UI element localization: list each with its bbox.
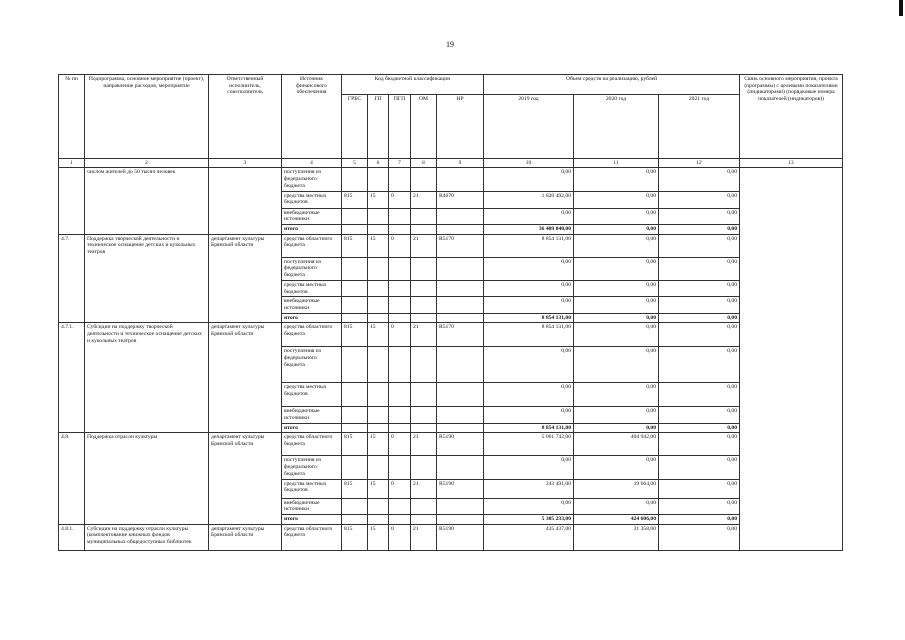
code-nr: R5190 (437, 524, 484, 550)
code-grbs: 815 (342, 191, 368, 208)
code-nr: R5190 (437, 479, 484, 498)
code-om: 21 (411, 524, 437, 550)
code-nr (437, 225, 484, 235)
code-grbs (342, 456, 368, 479)
code-nr: R4670 (437, 191, 484, 208)
code-grbs (342, 168, 368, 191)
funding-source: внебюджетные источники (282, 208, 342, 224)
amount-2019: 36 409 840,00 (484, 225, 574, 235)
code-grbs (342, 280, 368, 296)
funding-source: средства областного бюджета (282, 524, 342, 550)
header-program: Подпрограмма, основное мероприятие (проект), направление расходов, мероприятие (85, 75, 209, 159)
amount-2019: 0,00 (484, 383, 574, 407)
header-year-2021: 2021 год (659, 95, 740, 159)
code-grbs: 815 (342, 433, 368, 456)
code-pgp (389, 225, 411, 235)
amount-2020: 0,00 (574, 280, 659, 296)
funding-source: итого (282, 514, 342, 524)
funding-source: поступления из федерального бюджета (282, 168, 342, 191)
code-nr (437, 498, 484, 514)
edge-mark (899, 0, 903, 16)
amount-2019: 243 491,00 (484, 479, 574, 498)
funding-source: средства местных бюджетов (282, 479, 342, 498)
code-pgp (389, 383, 411, 407)
code-grbs (342, 498, 368, 514)
amount-2019: 0,00 (484, 280, 574, 296)
amount-2019: 8 854 131,00 (484, 313, 574, 323)
header-code-grbs: ГРБС (342, 95, 368, 159)
code-gp (368, 257, 389, 280)
funding-source: поступления из федерального бюджета (282, 257, 342, 280)
amount-2020: 0,00 (574, 313, 659, 323)
amount-2019: 1 820 492,00 (484, 191, 574, 208)
code-om (411, 514, 437, 524)
code-nr (437, 347, 484, 383)
code-om (411, 313, 437, 323)
amount-2019: 5 305 233,00 (484, 514, 574, 524)
row-number: 4.7.1. (59, 323, 85, 433)
funding-source: внебюджетные источники (282, 297, 342, 313)
amount-2019: 0,00 (484, 347, 574, 383)
activity-name: Поддержка творческой деятельности и техническое оснащение детских и кукольных театров (85, 234, 209, 323)
code-nr: R5190 (437, 433, 484, 456)
column-number: 6 (368, 159, 389, 168)
code-nr (437, 313, 484, 323)
code-om (411, 168, 437, 191)
code-pgp (389, 514, 411, 524)
code-om (411, 498, 437, 514)
amount-2020: 0,00 (574, 347, 659, 383)
amount-2021: 0,00 (659, 234, 740, 257)
code-grbs (342, 347, 368, 383)
activity-name: Субсидии на поддержку творческой деятельности и техническое оснащение детских и кукольных театров (85, 323, 209, 433)
amount-2020: 0,00 (574, 297, 659, 313)
funding-source: внебюджетные источники (282, 498, 342, 514)
funding-source: средства областного бюджета (282, 234, 342, 257)
amount-2021: 0,00 (659, 191, 740, 208)
amount-2021: 0,00 (659, 524, 740, 550)
column-number: 10 (484, 159, 574, 168)
amount-2020: 424 606,00 (574, 514, 659, 524)
column-number: 11 (574, 159, 659, 168)
funding-source: средства местных бюджетов (282, 191, 342, 208)
funding-source: итого (282, 313, 342, 323)
row-number (59, 168, 85, 234)
header-year-2019: 2019 год (484, 95, 574, 159)
amount-2019: 0,00 (484, 456, 574, 479)
column-number: 2 (85, 159, 209, 168)
amount-2020: 0,00 (574, 208, 659, 224)
code-pgp: 0 (389, 524, 411, 550)
funding-source: средства местных бюджетов (282, 280, 342, 296)
amount-2019: 0,00 (484, 498, 574, 514)
amount-2019: 0,00 (484, 257, 574, 280)
code-gp: 15 (368, 524, 389, 550)
code-grbs (342, 257, 368, 280)
code-grbs (342, 297, 368, 313)
budget-table (58, 74, 843, 551)
code-om (411, 257, 437, 280)
responsible-executor: департамент культуры Брянской области (209, 323, 282, 433)
code-gp: 15 (368, 234, 389, 257)
code-om: 21 (411, 191, 437, 208)
code-nr (437, 168, 484, 191)
code-om (411, 423, 437, 433)
code-nr (437, 280, 484, 296)
code-grbs (342, 407, 368, 423)
code-grbs (342, 313, 368, 323)
amount-2021: 0,00 (659, 280, 740, 296)
column-number: 9 (437, 159, 484, 168)
code-gp (368, 297, 389, 313)
header-code-nr: НР (437, 95, 484, 159)
code-nr (437, 456, 484, 479)
header-responsible: Ответственный исполнитель, соисполнитель (209, 75, 282, 159)
amount-2020: 0,00 (574, 168, 659, 191)
code-gp (368, 423, 389, 433)
amount-2020: 0,00 (574, 323, 659, 347)
code-gp: 15 (368, 433, 389, 456)
column-number: 13 (740, 159, 843, 168)
code-pgp (389, 168, 411, 191)
code-grbs (342, 208, 368, 224)
funding-source: внебюджетные источники (282, 407, 342, 423)
row-number: 4.8. (59, 433, 85, 524)
funding-source: итого (282, 423, 342, 433)
funding-source: средства областного бюджета (282, 323, 342, 347)
funding-source: поступления из федерального бюджета (282, 456, 342, 479)
header-budget-code: Код бюджетной классификации (342, 75, 484, 95)
amount-2021: 0,00 (659, 514, 740, 524)
amount-2021: 0,00 (659, 347, 740, 383)
code-pgp (389, 456, 411, 479)
code-pgp (389, 498, 411, 514)
code-om: 21 (411, 433, 437, 456)
amount-2020: 0,00 (574, 456, 659, 479)
code-pgp (389, 423, 411, 433)
code-pgp: 0 (389, 433, 411, 456)
header-link: Связь основного мероприятия, проекта (программы) с целевыми показателями (индикаторами) (порядковые номера показателей (индикаторов)) (740, 75, 843, 159)
amount-2020: 0,00 (574, 234, 659, 257)
column-number: 4 (282, 159, 342, 168)
amount-2019: 8 854 131,00 (484, 423, 574, 433)
amount-2021: 0,00 (659, 383, 740, 407)
amount-2020: 0,00 (574, 257, 659, 280)
code-om (411, 225, 437, 235)
code-gp (368, 383, 389, 407)
code-gp: 15 (368, 191, 389, 208)
amount-2019: 0,00 (484, 208, 574, 224)
code-grbs (342, 514, 368, 524)
header-code-pgp: ПГП (389, 95, 411, 159)
code-grbs (342, 225, 368, 235)
header-num: № пп (59, 75, 85, 159)
column-number: 12 (659, 159, 740, 168)
amount-2021: 0,00 (659, 297, 740, 313)
page-number: 19 (446, 40, 454, 49)
header-source: Источник финансового обеспечения (282, 75, 342, 159)
code-om (411, 208, 437, 224)
amount-2019: 8 854 131,00 (484, 234, 574, 257)
amount-2020: 0,00 (574, 407, 659, 423)
header-code-om: ОМ (411, 95, 437, 159)
code-nr (437, 514, 484, 524)
amount-2021: 0,00 (659, 407, 740, 423)
code-gp (368, 225, 389, 235)
amount-2021: 0,00 (659, 168, 740, 191)
amount-2020: 0,00 (574, 383, 659, 407)
funding-source: средства местных бюджетов (282, 383, 342, 407)
header-year-2020: 2020 год (574, 95, 659, 159)
amount-2021: 0,00 (659, 208, 740, 224)
code-pgp: 0 (389, 191, 411, 208)
activity-name: Субсидии на поддержку отрасли культуры (комплектование книжных фондов муниципальных общедоступных библиотек (85, 524, 209, 550)
funding-source: поступления из федерального бюджета (282, 347, 342, 383)
code-om: 21 (411, 479, 437, 498)
code-nr (437, 208, 484, 224)
code-pgp: 0 (389, 323, 411, 347)
funding-source: итого (282, 225, 342, 235)
code-gp (368, 313, 389, 323)
code-nr (437, 257, 484, 280)
code-grbs: 815 (342, 234, 368, 257)
code-grbs (342, 423, 368, 433)
code-grbs: 815 (342, 524, 368, 550)
amount-2021: 0,00 (659, 225, 740, 235)
amount-2019: 5 061 742,00 (484, 433, 574, 456)
code-nr: R5170 (437, 323, 484, 347)
row-number: 4.8.1. (59, 524, 85, 550)
code-pgp (389, 280, 411, 296)
header-code-gp: ГП (368, 95, 389, 159)
code-pgp (389, 208, 411, 224)
code-nr (437, 297, 484, 313)
amount-2019: 435 437,00 (484, 524, 574, 550)
activity-name: Поддержка отрасли культуры (85, 433, 209, 524)
code-pgp (389, 407, 411, 423)
activity-name: числом жителей до 50 тысяч человек (85, 168, 209, 234)
header-volume: Объем средств на реализацию, рублей (484, 75, 740, 95)
amount-2020: 0,00 (574, 225, 659, 235)
column-number: 3 (209, 159, 282, 168)
code-pgp: 0 (389, 479, 411, 498)
code-nr (437, 407, 484, 423)
responsible-executor: департамент культуры Брянской области (209, 433, 282, 524)
amount-2021: 0,00 (659, 498, 740, 514)
column-number: 8 (411, 159, 437, 168)
column-number: 5 (342, 159, 368, 168)
code-om (411, 297, 437, 313)
code-gp (368, 208, 389, 224)
responsible-executor: департамент культуры Брянской области (209, 524, 282, 550)
amount-2019: 8 854 131,00 (484, 323, 574, 347)
code-gp (368, 407, 389, 423)
code-nr (437, 423, 484, 433)
amount-2020: 0,00 (574, 498, 659, 514)
code-pgp (389, 313, 411, 323)
code-om: 21 (411, 234, 437, 257)
amount-2020: 0,00 (574, 423, 659, 433)
code-nr: R5170 (437, 234, 484, 257)
code-om (411, 383, 437, 407)
row-number: 4.7. (59, 234, 85, 323)
amount-2021: 0,00 (659, 433, 740, 456)
code-om (411, 280, 437, 296)
code-gp (368, 456, 389, 479)
amount-2021: 0,00 (659, 257, 740, 280)
code-gp (368, 168, 389, 191)
responsible-executor (209, 168, 282, 234)
amount-2021: 0,00 (659, 313, 740, 323)
code-gp (368, 347, 389, 383)
code-nr (437, 383, 484, 407)
amount-2019: 0,00 (484, 407, 574, 423)
column-number: 1 (59, 159, 85, 168)
code-grbs: 815 (342, 479, 368, 498)
column-number: 7 (389, 159, 411, 168)
amount-2021: 0,00 (659, 456, 740, 479)
funding-source: средства областного бюджета (282, 433, 342, 456)
code-om (411, 347, 437, 383)
amount-2021: 0,00 (659, 423, 740, 433)
amount-2019: 0,00 (484, 297, 574, 313)
responsible-executor: департамент культуры Брянской области (209, 234, 282, 323)
code-pgp (389, 347, 411, 383)
amount-2021: 0,00 (659, 479, 740, 498)
code-om (411, 456, 437, 479)
indicator-link (740, 168, 843, 550)
code-pgp: 0 (389, 234, 411, 257)
amount-2019: 0,00 (484, 168, 574, 191)
code-om: 21 (411, 323, 437, 347)
code-gp: 15 (368, 479, 389, 498)
code-om (411, 407, 437, 423)
code-grbs (342, 383, 368, 407)
code-gp (368, 514, 389, 524)
code-grbs: 815 (342, 323, 368, 347)
amount-2020: 31 358,00 (574, 524, 659, 550)
code-pgp (389, 257, 411, 280)
code-gp (368, 280, 389, 296)
amount-2020: 0,00 (574, 191, 659, 208)
amount-2020: 404 942,00 (574, 433, 659, 456)
code-gp: 15 (368, 323, 389, 347)
amount-2021: 0,00 (659, 323, 740, 347)
amount-2020: 19 664,00 (574, 479, 659, 498)
code-pgp (389, 297, 411, 313)
code-gp (368, 498, 389, 514)
